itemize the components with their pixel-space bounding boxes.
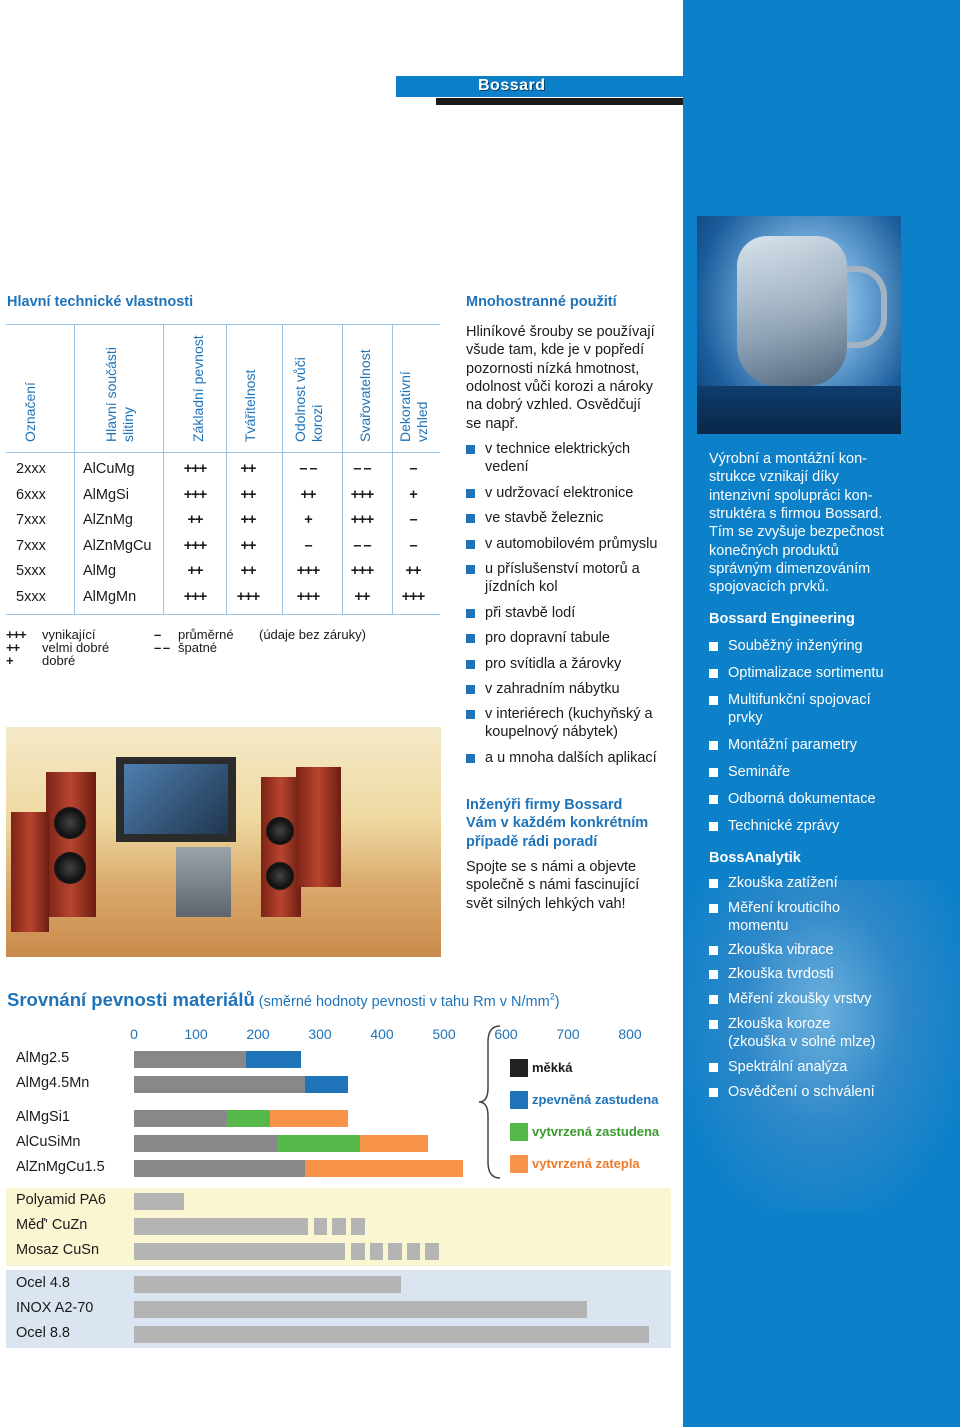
engineers-heading-line: Inženýři firmy Bossard [466,797,623,813]
uses-intro-line: pozornosti nízká hmotnost, [466,360,640,377]
table-header-4 [292,357,326,442]
table-cell-alloy: AlMgMn [83,588,137,605]
bossard-logo-bar [396,76,683,97]
table-cell-alloy: AlZnMg [83,512,133,528]
chart-bar-segment [351,1243,365,1260]
chart-row-label: Měď' CuZn [16,1217,88,1233]
table-cell-rating: ++ [240,461,256,477]
chart-tick-label: 500 [432,1026,456,1042]
chart-tick-label: 100 [184,1026,208,1042]
analytik-item-line: momentu [728,918,789,935]
chart-title: Srovnání pevnosti materiálů [7,989,255,1010]
chart-tick-label: 300 [308,1026,332,1042]
analytik-item-line: Zkouška vibrace [728,942,834,958]
table-header-rule [6,452,440,453]
chart-legend-label: měkká [532,1060,573,1075]
engineering-item-line: Optimalizace sortimentu [728,665,884,681]
table-header-line: Tvářitelnost [242,369,258,442]
table-bottom-rule [6,614,440,615]
engineers-text-line: Spojte se s námi a objevte [466,859,637,875]
uses-item-line: pro dopravní tabule [485,630,610,646]
analytik-item-line: Osvědčení o schválení [728,1084,875,1100]
engineering-item-line: prvky [728,710,763,727]
chart-bar-segment [134,1135,277,1152]
table-header-5 [357,349,374,442]
engineering-item-line: Montážní parametry [728,737,857,753]
table-header-line: Hlavní součásti [103,347,119,442]
chart-tick-label: 0 [130,1026,138,1042]
chart-bar-segment [134,1276,401,1293]
right-intro-line: Tím se zvyšuje bezpečnost [709,524,884,541]
uses-item-line: v interiérech (kuchyňský a [485,706,653,722]
right-intro-line: správným dimenzováním [709,560,871,577]
engineering-item [709,763,960,781]
uses-item-line: jízdních kol [485,579,558,596]
uses-item-line: v udržovací elektronice [485,485,634,501]
engineering-title: Bossard Engineering [709,611,855,627]
table-header-0 [22,382,39,442]
chart-row-label: AlMg4.5Mn [16,1075,90,1091]
analytik-item [709,990,960,1008]
uses-item [466,749,700,767]
analytik-item-line: Měření krouticího [728,900,841,916]
engineers-heading-line: Vám v každém konkrétním [466,815,649,832]
chart-row-label: Ocel 4.8 [16,1275,70,1291]
analytik-item [709,1058,960,1076]
engineering-item [709,790,960,808]
chart-bar-segment [134,1243,345,1260]
table-header-line: Základní pevnost [190,335,206,442]
table-cell-rating: + [304,512,312,528]
engineering-item-line: Semináře [728,764,791,780]
uses-intro-line: všude tam, kde je v popředí [466,342,645,359]
chart-bar-segment [134,1160,305,1177]
legend-symbol: + [6,653,13,668]
analytik-item [709,965,960,983]
uses-item-line: a u mnoha dalších aplikací [485,750,657,766]
speakers-photo [6,727,441,957]
engineering-item-line: Technické zprávy [728,818,840,834]
chart-bar-segment [314,1218,328,1235]
uses-item [466,705,700,742]
table-cell-rating: +++ [350,563,374,579]
legend-text: velmi dobré [42,640,110,655]
table-cell-rating: – [409,537,417,554]
legend-symbol: – [154,627,161,642]
table-cell-code: 7xxx [16,512,46,528]
table-col-separator [163,324,164,614]
chart-legend-label: zpevněná zastudena [532,1092,659,1107]
table-header-line: Dekorativní [397,371,413,442]
chart-row-label: Ocel 8.8 [16,1325,70,1341]
table-cell-rating: ++ [240,563,256,579]
chart-tick-label: 200 [246,1026,270,1042]
right-intro-line: spojovacích prvků. [709,579,830,596]
table-header-line: korozi [309,404,325,442]
chart-bar-segment [351,1218,365,1235]
table-cell-rating: – – [299,461,317,477]
uses-item-line: koupelnový nábytek) [485,724,618,741]
engineering-item [709,664,960,682]
engineering-item-line: Multifunkční spojovací [728,692,871,708]
table-cell-rating: – – [353,537,371,554]
chart-bar-segment [332,1218,346,1235]
header-divider [436,98,683,105]
table-cell-alloy: AlMg [83,563,117,579]
uses-item-line: při stavbě lodí [485,605,576,621]
table-cell-rating: – [409,461,417,477]
uses-item [466,629,700,647]
chart-legend-label: vytvrzená zastudena [532,1124,660,1139]
table-header-line: Svařovatelnost [357,349,373,442]
uses-item [466,509,700,527]
right-intro-line: strukce vznikají díky [709,469,839,486]
chart-bar-segment [305,1160,463,1177]
table-header-6 [397,371,431,442]
engineering-item [709,817,960,835]
table-col-separator [74,324,75,614]
chart-bar-segment [305,1076,348,1093]
table-cell-rating: ++ [240,486,256,503]
analytik-item [709,874,960,892]
legend-symbol: +++ [6,627,26,642]
table-cell-rating: ++ [300,486,316,503]
table-header-line: vzhled [414,401,430,442]
legend-text: špatné [178,640,218,655]
chart-bar-segment [246,1051,302,1068]
analytik-title: BossAnalytik [709,850,801,866]
uses-item [466,440,700,477]
analytik-item-line: Spektrální analýza [728,1059,848,1075]
kettle-photo [697,216,901,434]
uses-item-line: pro svítidla a žárovky [485,656,622,672]
uses-item [466,484,700,502]
chart-tick-label: 700 [556,1026,580,1042]
right-intro-line: konečných produktů [709,542,839,559]
uses-item-line: v automobilovém průmyslu [485,536,658,552]
uses-item-line: v zahradním nábytku [485,681,620,697]
uses-item-line: v technice elektrických [485,441,631,457]
table-cell-rating: ++ [240,512,256,528]
chart-row-label: AlZnMgCu1.5 [16,1159,105,1175]
chart-bar-segment [277,1135,361,1152]
table-cell-rating: ++ [405,563,421,579]
chart-row-label: AlMgSi1 [16,1109,70,1125]
chart-row-label: AlCuSiMn [16,1134,81,1150]
analytik-item [709,899,960,936]
analytik-item-line: (zkouška v solné mlze) [728,1034,876,1051]
table-cell-rating: ++ [187,563,203,579]
table-cell-alloy: AlMgSi [83,486,129,503]
uses-intro-line: odolnost vůči korozi a nároky [466,378,653,395]
table-cell-rating: +++ [401,588,425,605]
legend-note: (údaje bez záruky) [259,627,366,642]
chart-bar-segment [388,1243,402,1260]
legend-symbol: – – [154,640,170,655]
table-header-line: slitiny [120,406,136,442]
chart-subtitle-sup: 2 [549,991,555,1002]
table-cell-code: 2xxx [16,461,46,477]
uses-item-line: vedení [485,459,529,476]
uses-intro-line: se např. [466,415,519,432]
table-cell-rating: +++ [236,588,260,605]
uses-item [466,604,700,622]
engineers-text-line: svět silných lehkých vah! [466,895,626,912]
right-intro-line: struktéra s firmou Bossard. [709,505,883,522]
chart-bar-segment [134,1110,227,1127]
analytik-item [709,1083,960,1101]
table-cell-rating: ++ [187,512,203,528]
table-cell-code: 7xxx [16,537,46,554]
table-cell-code: 5xxx [16,588,46,605]
engineering-item [709,691,960,728]
engineers-heading-line: případě rádi poradí [466,833,598,850]
chart-row-label: AlMg2.5 [16,1050,70,1066]
chart-tick-label: 400 [370,1026,394,1042]
uses-item-line: ve stavbě železnic [485,510,604,526]
chart-bar-segment [425,1243,439,1260]
right-intro-line: Výrobní a montážní kon- [709,451,867,467]
chart-bar-segment [360,1135,428,1152]
table-cell-code: 5xxx [16,563,46,579]
table-header-3 [242,370,259,442]
chart-legend-swatch [510,1091,528,1109]
chart-bar-segment [134,1301,587,1318]
chart-heading [7,989,560,1011]
legend-symbol: ++ [6,640,20,655]
legend-text: vynikající [42,627,96,642]
chart-bar-segment [134,1076,305,1093]
chart-legend-label: vytvrzená zatepla [532,1156,640,1171]
chart-bar-segment [370,1243,384,1260]
table-cell-rating: – [304,537,312,554]
table-cell-rating: +++ [183,486,207,503]
table-header-line: Odolnost vůči [292,357,308,442]
chart-tick-label: 800 [618,1026,642,1042]
uses-item [466,560,700,597]
analytik-item-line: Měření zkoušky vrstvy [728,991,872,1007]
table-top-rule [6,324,440,325]
table-cell-rating: + [409,486,417,503]
chart-bar-segment [134,1218,308,1235]
engineering-item [709,637,960,655]
analytik-item-line: Zkouška koroze [728,1016,831,1032]
table-header-line: Označení [22,382,38,442]
analytik-item [709,1015,960,1052]
uses-item [466,680,700,698]
table-cell-rating: +++ [350,512,374,528]
engineering-item-line: Souběžný inženýring [728,638,863,654]
uses-item-line: u příslušenství motorů a [485,561,640,577]
chart-legend-swatch [510,1123,528,1141]
chart-row-label: Mosaz CuSn [16,1242,100,1258]
uses-item [466,535,700,553]
table-cell-rating: +++ [183,537,207,554]
chart-bar-segment [134,1326,649,1343]
table-cell-rating: +++ [183,588,207,605]
chart-row-label: Polyamid PA6 [16,1192,106,1208]
chart-brace [476,1022,506,1182]
props-title: Hlavní technické vlastnosti [7,294,194,310]
table-cell-rating: +++ [350,486,374,503]
engineers-text-line: společně s námi fascinující [466,877,640,894]
engineering-item [709,736,960,754]
legend-text: dobré [42,653,76,668]
chart-subtitle: (směrné hodnoty pevnosti v tahu Rm v N/mm [258,994,550,1010]
analytik-item-line: Zkouška tvrdosti [728,966,834,982]
chart-tick-label: 600 [494,1026,518,1042]
chart-bar-segment [270,1110,348,1127]
chart-bar-segment [407,1243,421,1260]
table-cell-rating: ++ [354,588,370,605]
chart-bar-segment [227,1110,270,1127]
table-cell-rating: ++ [240,537,256,554]
table-header-1 [103,347,137,442]
analytik-item [709,941,960,959]
engineering-item-line: Odborná dokumentace [728,791,876,807]
table-cell-alloy: AlCuMg [83,461,135,477]
table-cell-rating: +++ [296,563,320,579]
uses-title: Mnohostranné použití [466,294,617,310]
table-cell-alloy: AlZnMgCu [83,537,152,554]
bossard-logo: Bossard [478,77,546,94]
uses-intro-line: Hliníkové šrouby se používají [466,324,655,340]
chart-bar-segment [134,1193,184,1210]
chart-legend-swatch [510,1059,528,1077]
right-intro-line: intenzivní spolupráci kon- [709,487,873,504]
table-cell-rating: +++ [183,461,207,477]
table-header-2 [190,335,207,442]
legend-text: průměrné [178,627,234,642]
analytik-item-line: Zkouška zatížení [728,875,838,891]
chart-brace-path [479,1026,500,1178]
uses-intro-line: na dobrý vzhled. Osvědčují [466,397,641,414]
chart-bar-segment [134,1051,246,1068]
table-cell-rating: – [409,512,417,528]
uses-item [466,655,700,673]
chart-subtitle-end: ) [554,994,560,1010]
table-cell-code: 6xxx [16,486,46,503]
chart-row-label: INOX A2-70 [16,1300,94,1316]
table-cell-rating: +++ [296,588,320,605]
chart-legend-swatch [510,1155,528,1173]
table-cell-rating: – – [353,461,371,477]
